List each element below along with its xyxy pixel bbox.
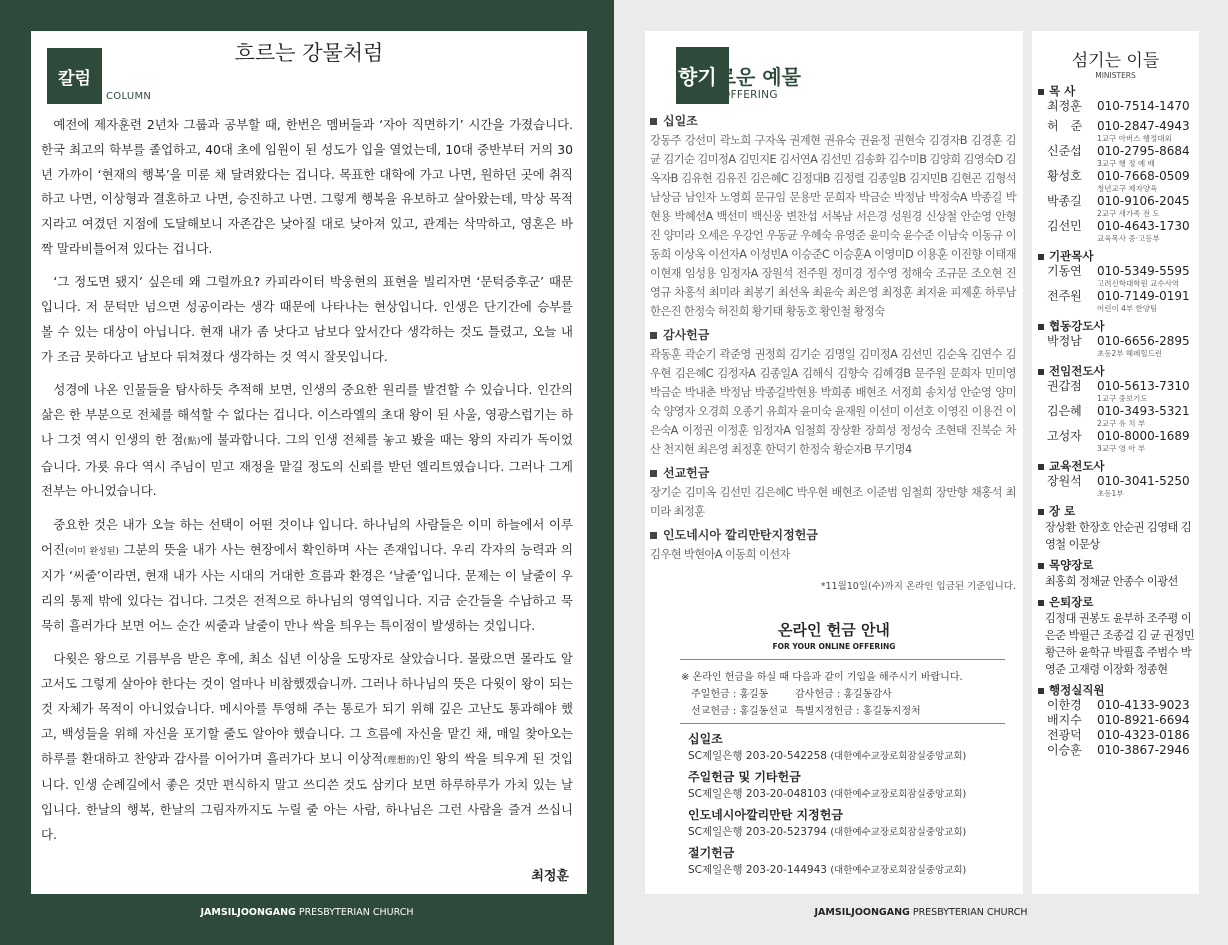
minister-role: 3교구 영 아 부	[1097, 444, 1146, 453]
staff-row	[1038, 743, 1195, 758]
minister-row	[1038, 119, 1195, 134]
minister-row	[1038, 99, 1195, 114]
account-item: 주일헌금 및 기타헌금 SC제일은행 203-20-048103 (대한예수교장로회잠실중앙교회)	[688, 770, 967, 800]
elders-names: 장상환 한장호 안순권 김영태 김영철 이문상	[1045, 521, 1192, 551]
minister-name: 김은혜	[1047, 404, 1082, 418]
ministers-list	[1038, 79, 1195, 758]
group-heading: 기관목사	[1038, 248, 1195, 264]
square-bullet-icon	[650, 332, 657, 339]
minister-name: 장원석	[1047, 474, 1082, 488]
minister-row	[1038, 404, 1195, 419]
square-bullet-icon	[1038, 369, 1044, 375]
minister-groups	[1038, 83, 1195, 499]
offering-section	[650, 463, 1016, 521]
offering-names: 장기순 김미옥 김선민 김은혜C 박우현 배현조 이준범 임철희 장만향 채홍석 최미라 최정훈	[650, 486, 1016, 518]
minister-row	[1038, 264, 1195, 279]
ministers-page	[1032, 31, 1199, 894]
account-item: 절기헌금 SC제일은행 203-20-144943 (대한예수교장로회잠실중앙교회)	[688, 846, 967, 876]
online-subtitle: FOR YOUR ONLINE OFFERING	[772, 642, 896, 651]
square-bullet-icon	[1038, 509, 1044, 515]
minister-phone: 010-5613-7310	[1097, 379, 1190, 393]
minister-row	[1038, 289, 1195, 304]
minister-phone: 010-7668-0509	[1097, 169, 1190, 183]
minister-phone: 010-2847-4943	[1097, 119, 1190, 133]
column-page	[31, 31, 587, 894]
square-bullet-icon	[1038, 563, 1044, 569]
square-bullet-icon	[650, 532, 657, 539]
offering-tag-sub: OFFERING	[722, 89, 778, 101]
group-heading: 교육전도사	[1038, 458, 1195, 474]
offering-names: 김우현 박현아A 이동희 이선자	[650, 548, 790, 561]
ministers-subtitle: MINISTERS	[1095, 71, 1136, 80]
divider	[680, 659, 1005, 660]
square-bullet-icon	[1038, 254, 1044, 260]
minister-name: 김선민	[1047, 219, 1082, 233]
square-bullet-icon	[1038, 600, 1044, 606]
offering-section	[650, 525, 1016, 564]
minister-name: 기동연	[1047, 264, 1082, 278]
offering-section-label: 감사헌금	[663, 328, 710, 342]
group-heading: 목 사	[1038, 83, 1195, 99]
retired-elders-names: 김정대 권봉도 윤부하 조주평 이은준 박필근 조종걸 김 균 권정민 황근하 윤학규 박필흡 주범수 박영준 고재령 이장화 정종현	[1045, 612, 1195, 676]
offering-section-label: 선교헌금	[663, 466, 710, 480]
offering-names: 강동주 강선미 곽노희 구자옥 권계현 권유숙 권윤정 권현숙 김경자B 김경훈 김 균 김기순 김미정A 김민지E 김서연A 김선민 김송화 김수미B 김양희 김영숙D 김옥자B 김유현 김유진 김은혜C 김정대B 김정렬 김종일B 김지민B 김현곤 김형석 남상금 남인자 노영희 문규임 문용만 문희자 박금순 박정남 박정숙A 박종길 박현용 박혜선A 백선미 백신웅 변찬섭 서복남 서은경 성원경 신상철 안순영 안형진 양미라 오세은 우강언 우동균 우혜숙 유영준 윤미숙 윤수준 이남숙 이동규 이동희 이상옥 이선자A 이성빈A 이승준C 이승훈A 이영미D 이용훈 이진향 이태재 이현재 임성용 임정자A 장원석 전주원 정미경 정수영 정해숙 조규문 조오현 진영규 차홍석 최미라 최봉기 최선옥 최윤숙 최은영 최정훈 최지윤 피제훈 하루남 한은진 한정숙 허진희 황기태 황동호 황인철 황정숙	[650, 134, 1016, 318]
square-bullet-icon	[1038, 688, 1044, 694]
column-paragraph: ‘그 정도면 됐지’ 싶은데 왜 그럴까요? 카피라이터 박웅현의 표현을 빌리자면 ‘문턱증후군’ 때문입니다. 저 문턱만 넘으면 성공이라는 생각 때문에 나타나는 현상입니다. 인생은 단기간에 승부를 볼 수 있는 대상이 아닙니다. 현재 내가 좀 낫다고 남보다 앞서간다 생각하는 것도 틀렸고, 오늘 내가 조금 못하다고 남보다 뒤쳐졌다 생각하는 것 역시 잘못입니다.	[41, 274, 573, 364]
minister-name: 박종길	[1047, 194, 1082, 208]
divider	[680, 723, 1005, 724]
minister-row	[1038, 169, 1195, 184]
column-paragraph: 중요한 것은 내가 오늘 하는 선택이 어떤 것이냐 입니다. 하나님의 사람들은 이미 하늘에서 이루어진(이미 완성된) 그분의 뜻을 내가 사는 현장에서 확인하며 사는 존재입니다. 우리 각자의 능력과 의지가 ‘씨줄’이라면, 현재 내가 사는 시대의 거대한 흐름과 환경은 ‘날줄’입니다. 문제는 이 날줄이 우리의 통제 밖에 있다는 겁니다. 그것은 전적으로 하나님의 영역입니다. 지금 순간들을 수납하고 묵묵히 흘러가다 보면 어느 순간 씨줄과 날줄이 만나 싹을 틔우는 특이점이 발생하는 것입니다.	[41, 516, 573, 633]
group-heading: 목양장로	[1038, 557, 1195, 573]
staff-list	[1038, 698, 1195, 758]
column-paragraph: 예전에 제자훈련 2년차 그룹과 공부할 때, 한번은 멤버들과 ‘자아 직면하기’ 시간을 가졌습니다. 한국 최고의 학부를 졸업하고, 40대 초에 임원이 된 성도가 입을 열었는데, 10대 중반부터 거의 30년 가까이 ‘현재의 행복’을 미룬 채 달려왔다는 겁니다. 목표한 대학에 가고 나면, 원하던 곳에 취직하고 나면, 이상형과 결혼하고 나면, 승진하고 나면. 그렇게 행복을 유보하고 살아왔는데, 막상 목적지라고 여겼던 지점에 도달해보니 자존감은 낮아질 대로 낮아져 있고, 관계는 삭막하고, 영혼은 바짝 말라비틀어져 있다는 겁니다.	[41, 117, 573, 256]
column-tag: 칼럼	[47, 48, 102, 104]
group-heading: 장 로	[1038, 503, 1195, 519]
square-bullet-icon	[650, 470, 657, 477]
footer-right: JAMSILJOONGANG PRESBYTERIAN CHURCH	[814, 907, 1028, 918]
square-bullet-icon	[1038, 464, 1044, 470]
minister-phone: 010-7149-0191	[1097, 289, 1190, 303]
account-item: 십일조 SC제일은행 203-20-542258 (대한예수교장로회잠실중앙교회)	[688, 732, 967, 762]
staff-phone: 010-4323-0186	[1097, 728, 1190, 742]
square-bullet-icon	[650, 118, 657, 125]
minister-role: 교육목사 중·고등부	[1097, 234, 1160, 243]
minister-row	[1038, 144, 1195, 159]
shepherd-elders-names: 최홍희 정채균 안종수 이광선	[1045, 575, 1178, 588]
footer-left: JAMSILJOONGANG PRESBYTERIAN CHURCH	[200, 907, 414, 918]
offering-list	[650, 111, 1016, 592]
account-item: 인도네시아깔리만탄 지정헌금 SC제일은행 203-20-523794 (대한예수교장로회잠실중앙교회)	[688, 808, 967, 838]
staff-name: 배지수	[1047, 713, 1082, 727]
minister-role: 청년교구 제자양육	[1097, 184, 1158, 193]
minister-phone: 010-5349-5595	[1097, 264, 1190, 278]
staff-row	[1038, 698, 1195, 713]
staff-row	[1038, 713, 1195, 728]
minister-role: 고려신학대학원 교수사역	[1097, 279, 1180, 288]
minister-row	[1038, 379, 1195, 394]
online-title: 온라인 헌금 안내	[778, 621, 890, 639]
minister-name: 박정남	[1047, 334, 1082, 348]
minister-phone: 010-6656-2895	[1097, 334, 1190, 348]
column-paragraph: 다윗은 왕으로 기름부음 받은 후에, 최소 십년 이상을 도망자로 살았습니다. 몰랐으면 몰라도 알고서도 그렇게 살아야 한다는 것이 얼마나 비참했겠습니까. 그러나 하나님의 뜻은 다윗이 왕이 되는 것 자체가 목적이 아니었습니다. 메시아를 투영해 주는 통로가 되기 위해 깊은 고난도 통과해야 했고, 백성들을 위해 자신을 포기할 줄도 알아야 했습니다. 그 흐름에 자신을 맡긴 채, 매일 찾아오는 하루를 환대하고 찬양과 감사를 이어가며 흘러가다 보니 이상적(理想的)인 왕의 싹을 틔우게 된 것입니다. 인생 순례길에서 좋은 것만 편식하지 말고 쓰디쓴 것도 삼키다 보면 하루하루가 가치 있는 날입니다. 한날의 행복, 한날의 그림자까지도 누릴 줄 아는 사람, 하나님은 그런 사람을 즐겨 쓰십니다.	[41, 651, 573, 842]
offering-names: 곽동훈 곽순기 곽준영 권정희 김기순 김명일 김미정A 김선민 김순옥 김연수 김우현 김은혜C 김정자A 김종일A 김해식 김향숙 김혜경B 문주원 문희자 민미영 박금순 박내춘 박정남 박종길박현용 박희종 배현조 서정희 송치성 안순영 양미숙 양영자 오경희 오종기 유희자 윤미숙 윤재원 이선미 이선호 이영진 이용건 이은숙A 이정권 이정훈 임정자A 임철희 장상환 장희성 정성숙 조현태 진북순 차 산 천지현 최은영 최정훈 한덕기 한정숙 황순자B 무기명4	[650, 348, 1016, 456]
staff-phone: 010-8921-6694	[1097, 713, 1190, 727]
square-bullet-icon	[1038, 89, 1044, 95]
minister-phone: 010-7514-1470	[1097, 99, 1190, 113]
minister-name: 전주원	[1047, 289, 1082, 303]
minister-name: 고성자	[1047, 429, 1082, 443]
minister-role: 초등1부	[1097, 489, 1124, 498]
staff-name: 이승훈	[1047, 743, 1082, 757]
minister-row	[1038, 219, 1195, 234]
group-heading: 협동강도사	[1038, 318, 1195, 334]
minister-role: 3교구 행 정 예 배	[1097, 159, 1155, 168]
minister-phone: 010-9106-2045	[1097, 194, 1190, 208]
minister-role: 2교구 유 치 부	[1097, 419, 1146, 428]
staff-row	[1038, 728, 1195, 743]
minister-name: 허 준	[1047, 119, 1083, 133]
offering-section	[650, 111, 1016, 321]
offering-section	[650, 325, 1016, 459]
column-tag-sub: COLUMN	[106, 91, 152, 102]
minister-phone: 010-8000-1689	[1097, 429, 1190, 443]
ministers-title: 섬기는 이들	[1071, 51, 1160, 71]
column-author: 최정훈	[531, 869, 569, 884]
staff-phone: 010-4133-9023	[1097, 698, 1190, 712]
minister-role: 1교구 중보기도	[1097, 394, 1148, 403]
square-bullet-icon	[1038, 324, 1044, 330]
online-offering-guide	[645, 619, 1023, 876]
group-heading: 행정실직원	[1038, 682, 1195, 698]
minister-row	[1038, 429, 1195, 444]
staff-name: 이한경	[1047, 698, 1082, 712]
minister-role: 1교구 아버스 행정대외	[1097, 134, 1172, 143]
column-body	[41, 113, 573, 856]
offering-page	[645, 31, 1023, 894]
minister-phone: 010-2795-8684	[1097, 144, 1190, 158]
minister-row	[1038, 194, 1195, 209]
account-list	[688, 731, 966, 883]
minister-name: 권갑점	[1047, 379, 1082, 393]
minister-phone: 010-3041-5250	[1097, 474, 1190, 488]
staff-phone: 010-3867-2946	[1097, 743, 1190, 757]
minister-role: 2교구 새가족 전 도	[1097, 209, 1160, 218]
online-instructions: ※ 온라인 헌금을 하실 때 다음과 같이 기입을 해주시기 바랍니다. 주일헌금 : 홍길동 감사헌금 : 홍길동감사 선교헌금 : 홍길동선교 특별지정헌금 : 홍길동지정처	[681, 672, 963, 717]
minister-role: 어린이 4부 한양팀	[1097, 304, 1158, 313]
staff-name: 전광덕	[1047, 728, 1082, 742]
offering-section-label: 십일조	[663, 114, 698, 128]
group-heading: 은퇴장로	[1038, 594, 1195, 610]
minister-row	[1038, 474, 1195, 489]
column-paragraph: 성경에 나온 인물들을 탐사하듯 추적해 보면, 인생의 중요한 원리를 발견할 수 있습니다. 인간의 삶은 한 부분으로 전체를 해석할 수 없다는 겁니다. 이스라엘의 초대 왕이 된 사울, 영광스럽기는 하나 그것 역시 인생의 한 점(點)에 불과합니다. 그의 인생 전체를 놓고 봤을 때는 왕의 자리가 독이었습니다. 가룟 유다 역시 주님이 믿고 재정을 맡길 정도의 신뢰를 받던 엘리트였습니다. 그러나 그게 전부는 아니었습니다.	[41, 382, 574, 499]
offering-section-label: 인도네시아 깔리만탄지정헌금	[663, 528, 818, 542]
offering-title: 향기로운 예물	[678, 65, 801, 89]
minister-name: 황성호	[1047, 169, 1082, 183]
minister-name: 최정훈	[1047, 99, 1082, 113]
minister-row	[1038, 334, 1195, 349]
minister-role: 초등2부 헤페힐드린	[1097, 349, 1163, 358]
column-title: 흐르는 강물처럼	[234, 41, 384, 65]
minister-phone: 010-3493-5321	[1097, 404, 1190, 418]
group-heading: 전임전도사	[1038, 363, 1195, 379]
offering-note: *11월10일(수)까지 온라인 입금된 기준입니다.	[820, 581, 1016, 592]
minister-phone: 010-4643-1730	[1097, 219, 1190, 233]
minister-name: 신준섭	[1047, 144, 1082, 158]
